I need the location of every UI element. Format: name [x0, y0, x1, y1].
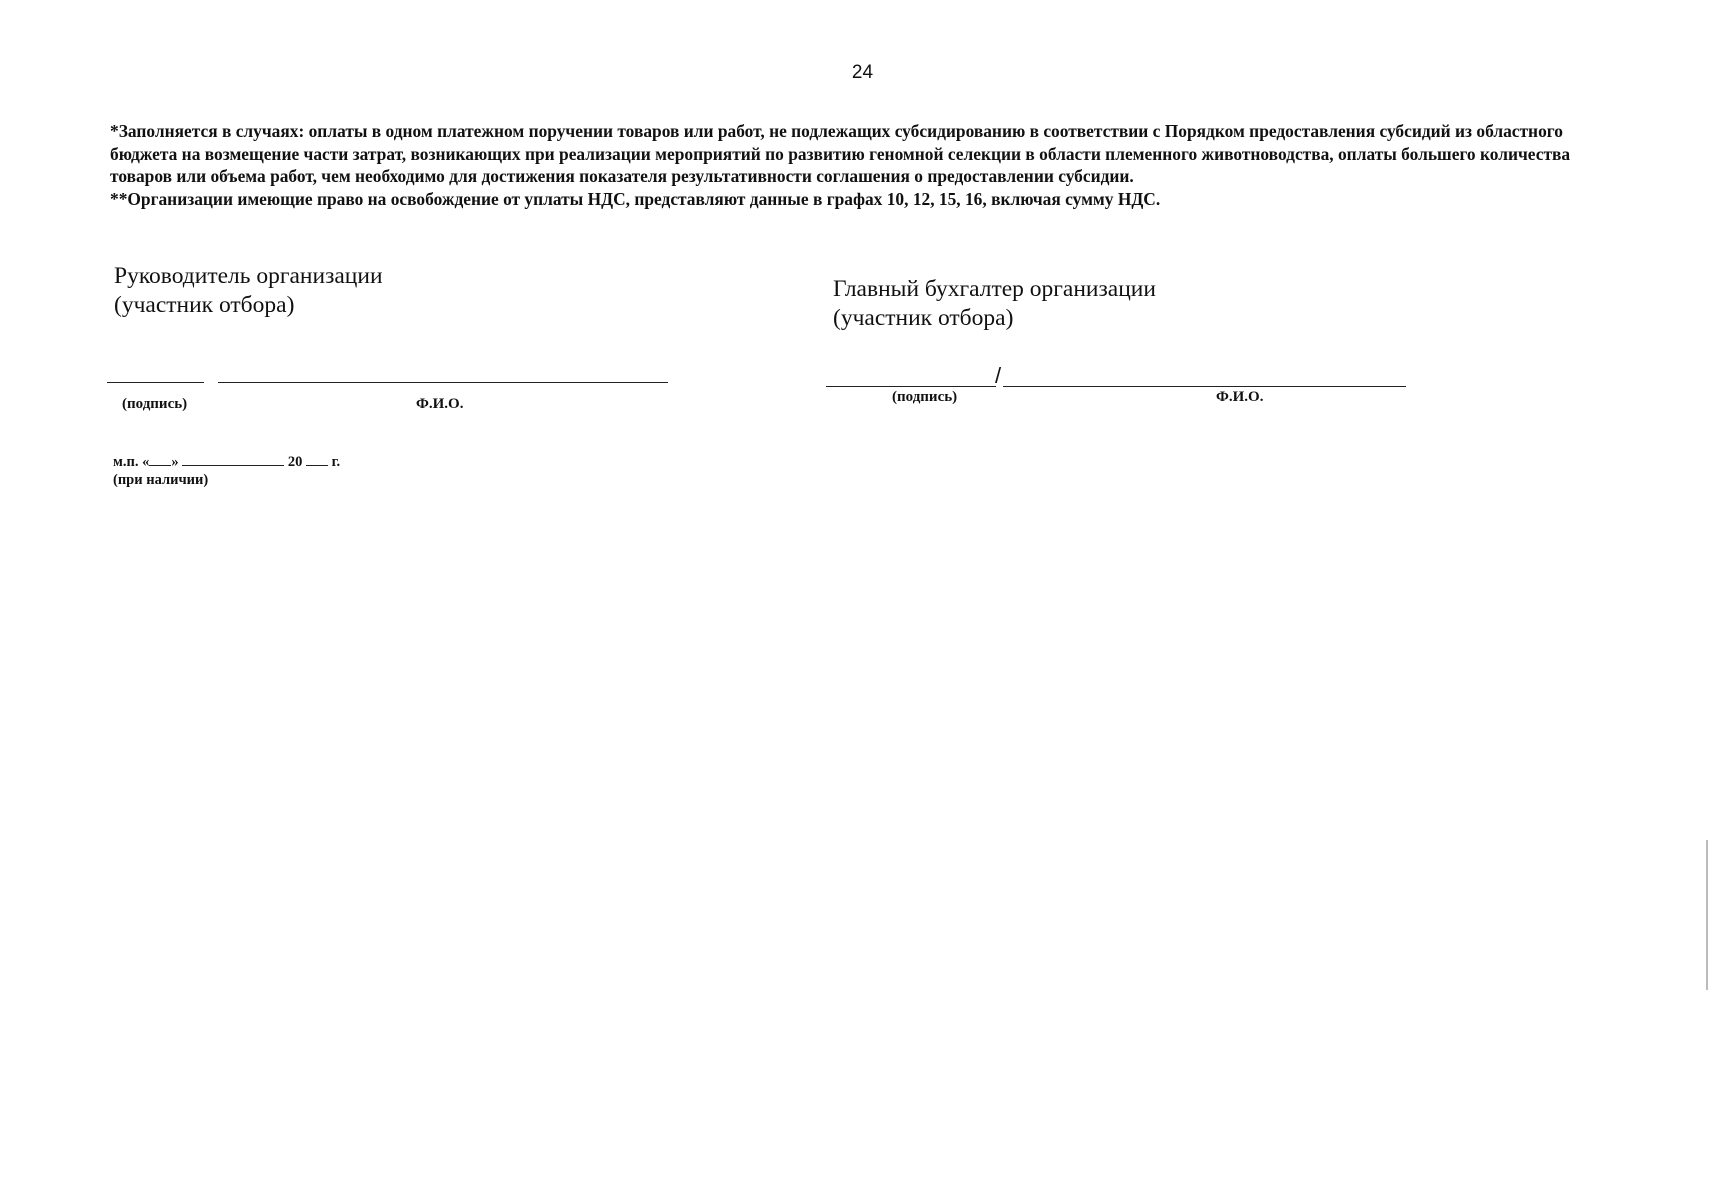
scan-edge-mark: [1706, 840, 1708, 990]
accountant-title-line2: (участник отбора): [833, 305, 1014, 331]
day-blank: [149, 453, 171, 466]
availability-note: (при наличии): [113, 472, 209, 488]
head-signer-title: [114, 262, 383, 320]
year-blank: [306, 453, 328, 466]
accountant-signer-title: [833, 275, 1156, 333]
accountant-name-caption: Ф.И.О.: [1216, 389, 1264, 405]
accountant-signature-caption: (подпись): [892, 389, 958, 405]
accountant-title-line1: Главный бухгалтер организации: [833, 276, 1156, 302]
footnote-subsidy: *Заполняется в случаях: оплаты в одном платежном поручении товаров или работ, не подлежащих субсидированию в соответствии с Порядком предоставления субсидий из областного бюджета на возмещение части затрат, возникающих при реализации мероприятий по развитию геномной селекции в области племенного животноводства, оплаты большего количества товаров или объема работ, чем необходимо для достижения показателя результативности соглашения о предоставлении субсидии.: [110, 121, 1571, 186]
page-number: 24: [851, 62, 874, 83]
head-title-line1: Руководитель организации: [114, 263, 383, 289]
head-name-line: [218, 382, 668, 383]
month-blank: [182, 453, 284, 466]
accountant-signature-line: [826, 386, 996, 387]
stamp-date-block: [113, 453, 340, 489]
head-signature-line: [107, 382, 204, 383]
accountant-separator: /: [995, 363, 1002, 388]
year-prefix: 20: [287, 454, 303, 470]
footnote-vat: **Организации имеющие право на освобождение от уплаты НДС, представляют данные в графах 10, 12, 15, 16, включая сумму НДС.: [110, 188, 1161, 209]
head-name-caption: Ф.И.О.: [416, 396, 464, 412]
year-suffix: г.: [331, 454, 341, 470]
accountant-name-line: [1003, 386, 1406, 387]
mp-label: м.п. «: [113, 454, 150, 470]
footnotes: [110, 120, 1630, 210]
head-signature-caption: (подпись): [122, 396, 188, 412]
date-row: [113, 453, 340, 471]
quote-close: »: [171, 454, 179, 470]
head-title-line2: (участник отбора): [114, 292, 295, 318]
